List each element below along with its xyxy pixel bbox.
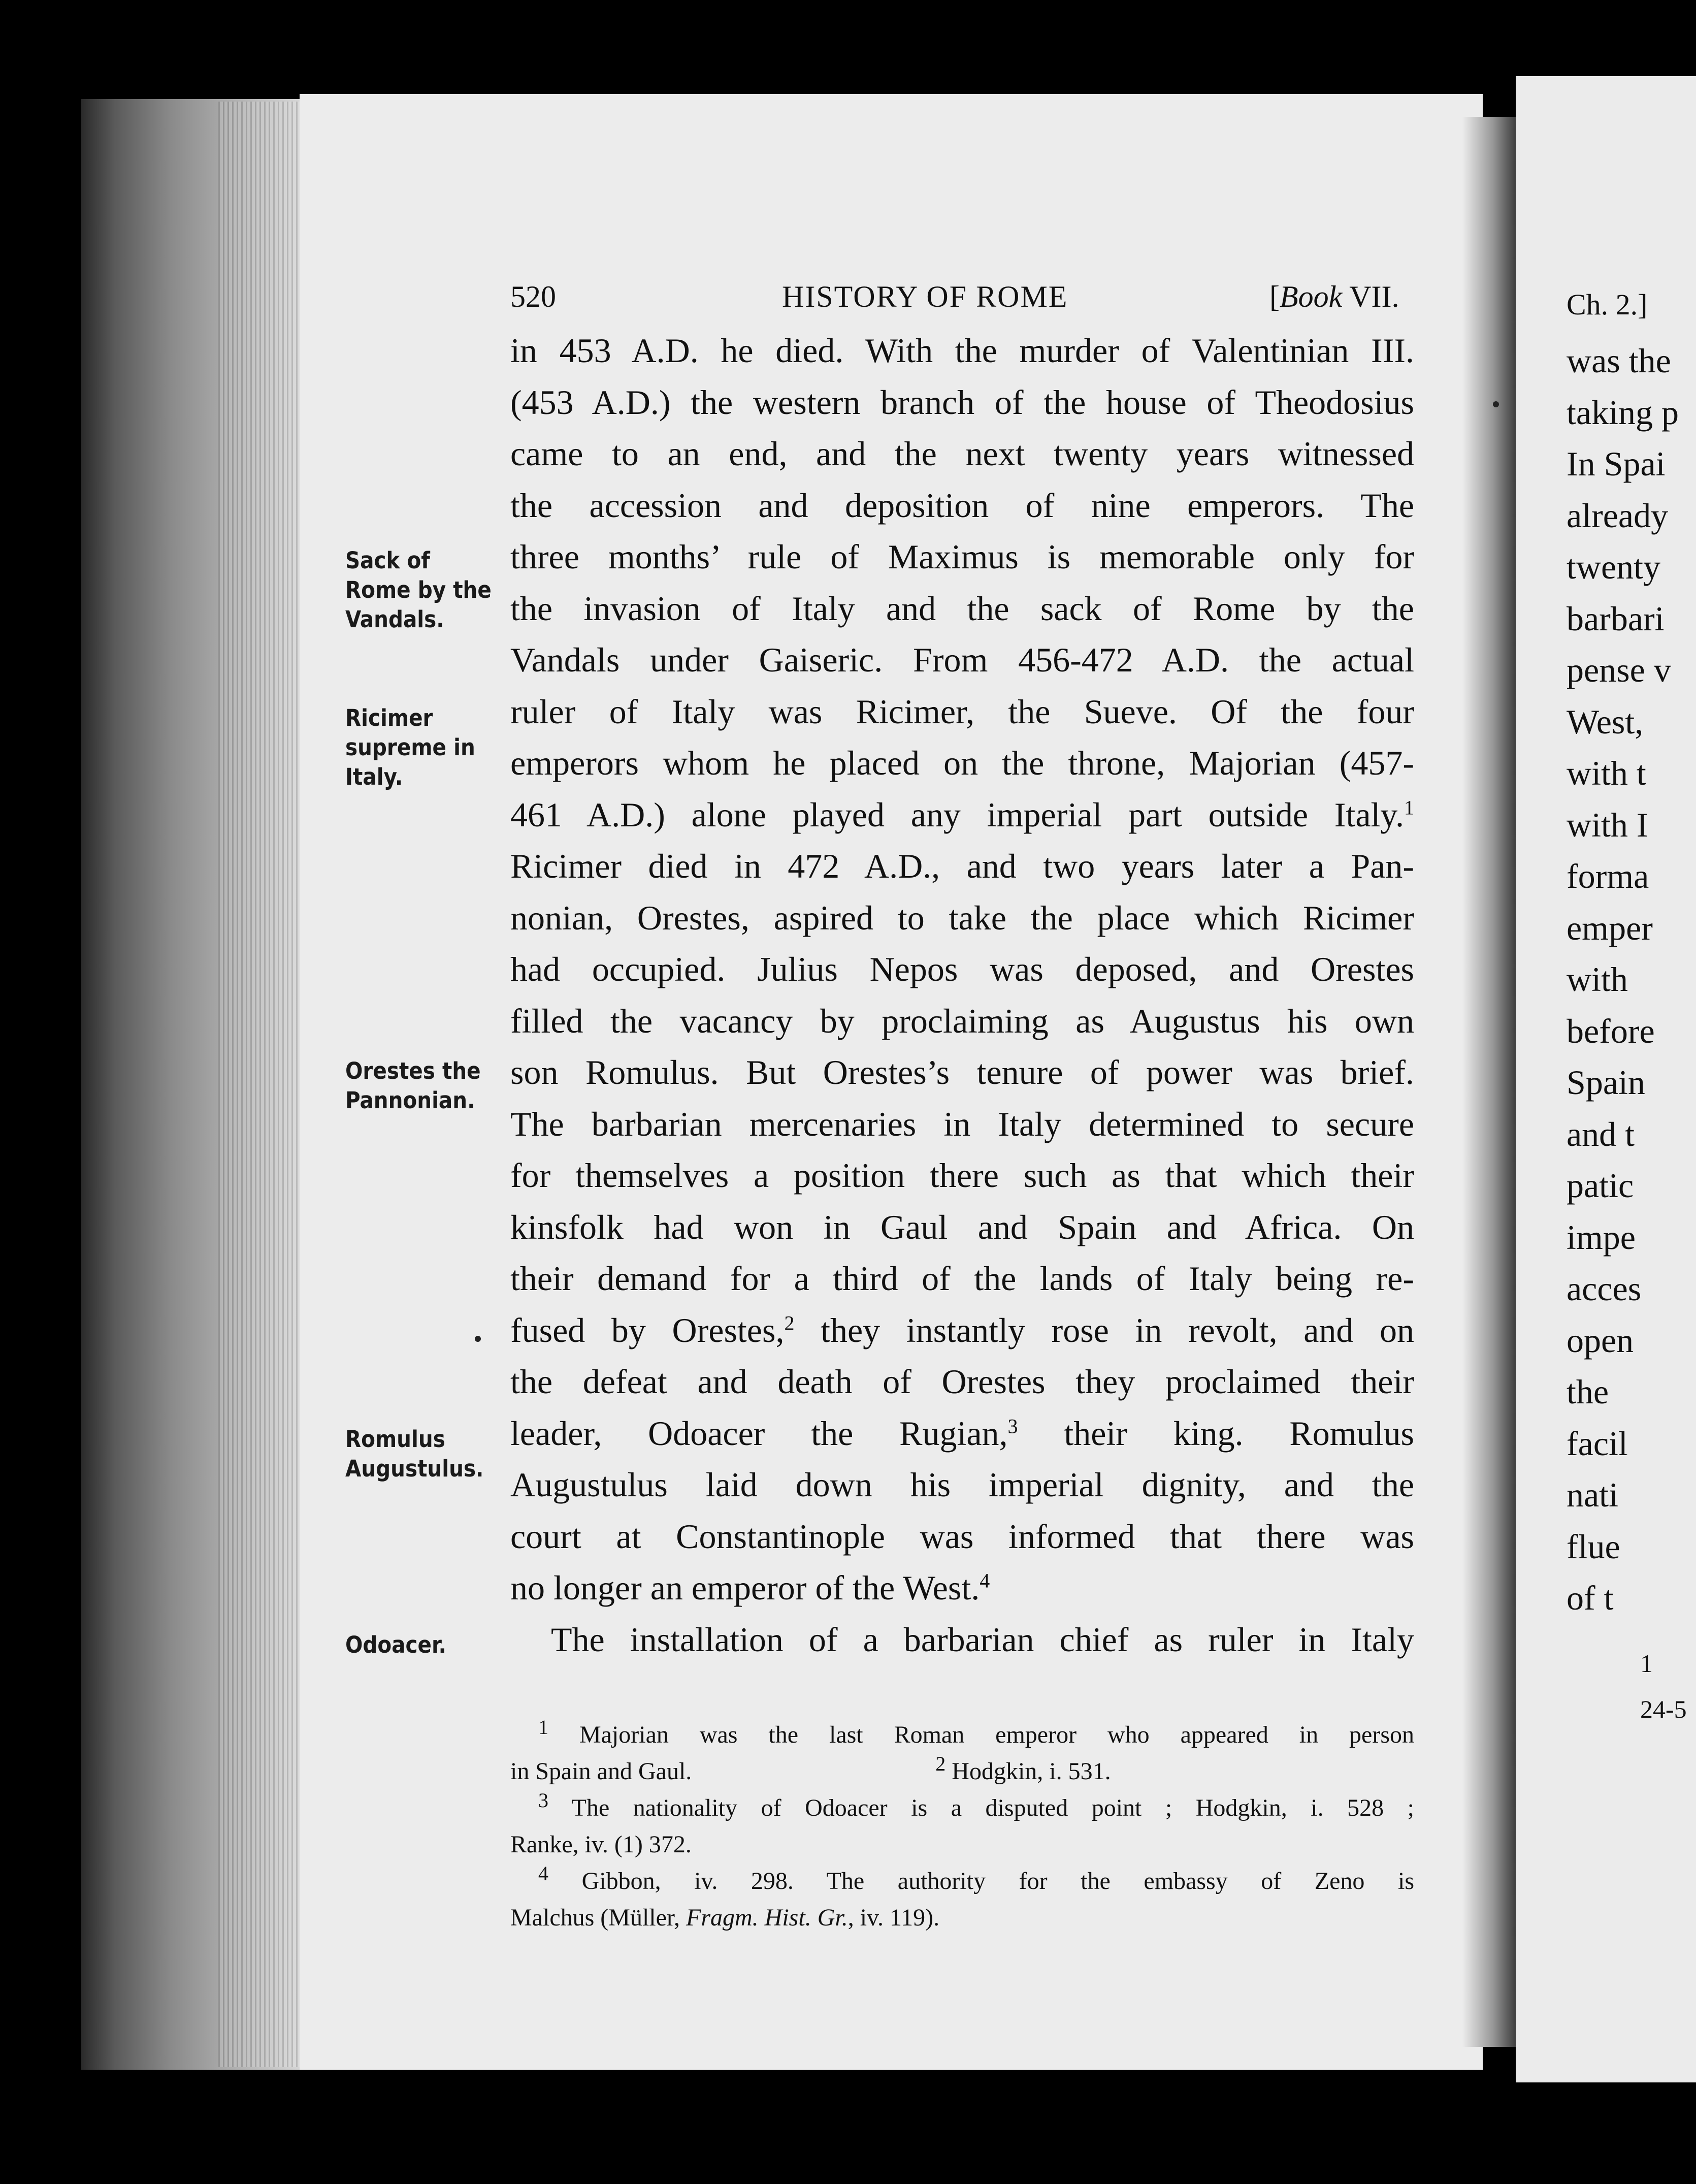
text-line: The installation of a barbarian chief as ruler in Italy (551, 1620, 1414, 1659)
text-line: forma (1567, 857, 1649, 895)
text-line: leader, Odoacer the Rugian,$^3$ their king. Romulus (510, 1414, 1414, 1453)
body-text (510, 325, 1414, 1665)
text-line: came to an end, and the next twenty years witnessed (510, 434, 1414, 473)
footnote-1-2: in Spain and Gaul. $^2$ Hodgkin, i. 531. (510, 1752, 1111, 1785)
text-line: with I (1567, 805, 1648, 844)
text-line: in 453 A.D. he died. With the murder of Valentinian III. (510, 331, 1414, 370)
text-line: emperors whom he placed on the throne, Majorian (457- (510, 744, 1414, 782)
text-line: with t (1567, 754, 1646, 792)
text-line: the (1567, 1372, 1609, 1411)
text-line: their demand for a third of the lands of Italy being re- (510, 1259, 1414, 1298)
text-line: had occupied. Julius Nepos was deposed, and Orestes (510, 950, 1414, 988)
text-line: pense v (1567, 651, 1671, 689)
text-line: was the (1567, 341, 1671, 380)
text-line: before (1567, 1011, 1655, 1050)
footnote-ref: 1 (1404, 795, 1414, 819)
text-line: and t (1567, 1114, 1635, 1153)
sidenote-odoacer: Odoacer. (345, 1631, 446, 1658)
page-number: 520 (510, 280, 556, 313)
text-line: filled the vacancy by proclaiming as Augustus his own (510, 1001, 1414, 1040)
text-line: fused by Orestes,$^2$ they instantly rose in revolt, and on (510, 1310, 1414, 1350)
chapter-heading: Ch. 2.] (1567, 288, 1648, 321)
text-line: taking p (1567, 393, 1679, 432)
text-line: (453 A.D.) the western branch of the house of Theodosius (510, 382, 1414, 422)
text-line: kinsfolk had won in Gaul and Spain and Africa. On (510, 1207, 1414, 1246)
text-line: In Spai (1567, 444, 1666, 483)
text-line: the accession and deposition of nine emperors. The (510, 486, 1414, 525)
text-line: emper (1567, 908, 1653, 947)
text-line: flue (1567, 1527, 1620, 1566)
footnote-ref: 2 (784, 1311, 795, 1334)
sidenote-sack-of-rome: Sack of Rome by the Vandals. (345, 547, 492, 633)
text-line: barbari (1567, 599, 1665, 638)
text-line: The barbarian mercenaries in Italy determined to secure (510, 1104, 1414, 1143)
footnotes (510, 1717, 1414, 1936)
text-line: three months’ rule of Maximus is memorable only for (510, 537, 1414, 576)
text-line: court at Constantinople was informed that there was (510, 1517, 1414, 1556)
text-line: Spain (1567, 1063, 1645, 1102)
sidenote-orestes: Orestes the Pannonian. (345, 1057, 481, 1114)
text-line: ruler of Italy was Ricimer, the Sueve. Of the four (510, 692, 1414, 731)
text-line: acces (1567, 1269, 1642, 1308)
text-line: nati (1567, 1475, 1618, 1514)
text-line: nonian, Orestes, aspired to take the place which Ricimer (510, 898, 1414, 937)
page-edge-texture (218, 102, 305, 2067)
text-line: Augustulus laid down his imperial dignity, and the (510, 1465, 1414, 1504)
page-speck (1493, 401, 1499, 407)
text-line: the defeat and death of Orestes they proclaimed their (510, 1362, 1414, 1401)
text-line: Ricimer died in 472 A.D., and two years later a Pan- (510, 847, 1414, 885)
text-line: facil (1567, 1424, 1628, 1463)
footnote-3: $^3$ The nationality of Odoacer is a disputed point ; Hodgkin, i. 528 ; (538, 1789, 1414, 1821)
sidenote-romulus: Romulus Augustulus. (345, 1426, 484, 1482)
footnote-4-cont: Malchus (Müller, Fragm. Hist. Gr., iv. 119). (510, 1904, 940, 1931)
text-line: West, (1567, 702, 1644, 741)
text-line: with (1567, 960, 1628, 999)
text-line: 461 A.D.) alone played any imperial part outside Italy.$^1$ (510, 795, 1414, 834)
text-line: Vandals under Gaiseric. From 456-472 A.D. the actual (510, 640, 1414, 679)
footnote-ref: 3 (1007, 1414, 1018, 1437)
text-line: open (1567, 1321, 1634, 1360)
footnote-1: $^1$ Majorian was the last Roman emperor who appeared in person (538, 1716, 1414, 1748)
page-speck (475, 1336, 481, 1342)
text-line: patic (1567, 1166, 1634, 1205)
footnote-4: $^4$ Gibbon, iv. 298. The authority for the embassy of Zeno is (538, 1862, 1414, 1894)
text-line: already (1567, 496, 1669, 535)
footnote-ref: 4 (980, 1569, 990, 1592)
book-reference: [Book VII. (1269, 280, 1399, 313)
text-line: son Romulus. But Orestes’s tenure of power was brief. (510, 1053, 1414, 1091)
text-line: twenty (1567, 548, 1661, 586)
text-line: for themselves a position there such as that which their (510, 1156, 1414, 1195)
text-line: no longer an emperor of the West.$^4$ (510, 1568, 990, 1607)
text-line: impe (1567, 1217, 1636, 1257)
footnote-3-cont: Ranke, iv. (1) 372. (510, 1831, 692, 1858)
running-title: HISTORY OF ROME (782, 280, 1068, 313)
right-page-text (1567, 274, 1696, 1624)
text-line: of t (1567, 1579, 1614, 1617)
sidenote-ricimer: Ricimer supreme in Italy. (345, 704, 475, 790)
right-page-footnote: 1 24-5 (1640, 1649, 1687, 1723)
text-line: the invasion of Italy and the sack of Rome by the (510, 589, 1414, 628)
